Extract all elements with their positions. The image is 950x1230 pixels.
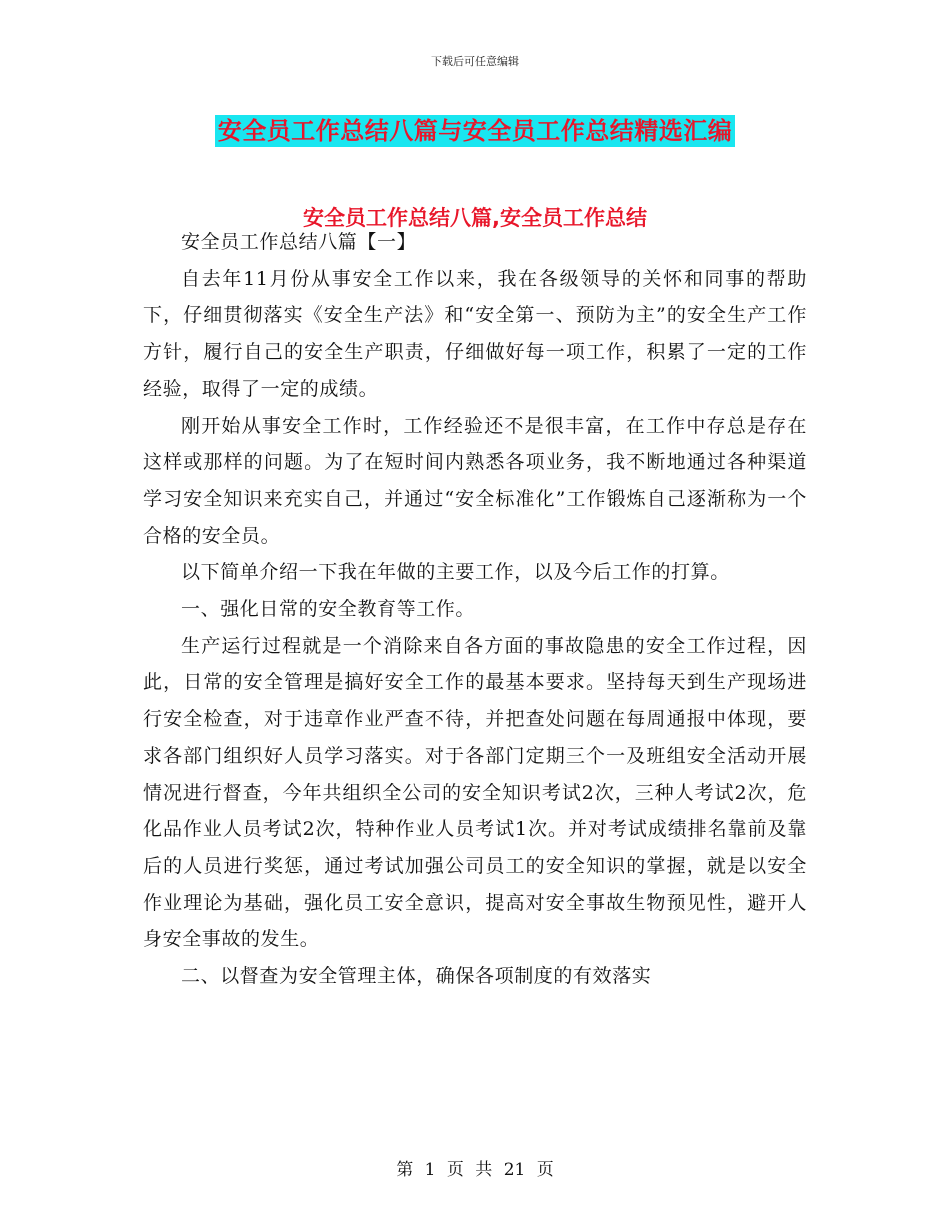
page-footer: 第 1 页 共 21 页: [396, 1160, 554, 1180]
document-title-text: 安全员工作总结八篇与安全员工作总结精选汇编: [215, 115, 736, 147]
paragraph: 以下简单介绍一下我在年做的主要工作，以及今后工作的打算。: [181, 561, 730, 584]
paragraph: 二、以督查为安全管理主体，确保各项制度的有效落实: [181, 965, 652, 988]
paragraph: 自去年11月份从事安全工作以来，我在各级领导的关怀和同事的帮助下，仔细贯彻落实《安全生产法》和“安全第一、预防为主”的安全生产工作方针，履行自己的安全生产职责，仔细做好每一项工作，积累了一定的工作经验，取得了一定的成绩。: [143, 267, 807, 400]
document-body: [143, 224, 807, 995]
section-title: 安全员工作总结八篇,安全员工作总结: [303, 206, 647, 230]
paragraph: 生产运行过程就是一个消除来自各方面的事故隐患的安全工作过程，因此，日常的安全管理是搞好安全工作的最基本要求。坚持每天到生产现场进行安全检查，对于违章作业严查不待，并把查处问题在每周通报中体现，要求各部门组织好人员学习落实。对于各部门定期三个一及班组安全活动开展情况进行督查，今年共组织全公司的安全知识考试2次，三种人考试2次，危化品作业人员考试2次，特种作业人员考试1次。并对考试成绩排名靠前及靠后的人员进行奖惩，通过考试加强公司员工的安全知识的掌握，就是以安全作业理论为基础，强化员工安全意识，提高对安全事故生物预见性，避开人身安全事故的发生。: [143, 634, 807, 951]
paragraph: 一、强化日常的安全教育等工作。: [181, 598, 476, 621]
paragraph-heading: 安全员工作总结八篇【一】: [181, 231, 417, 253]
document-title: [0, 111, 950, 146]
header-note: 下载后可任意编辑: [431, 55, 519, 68]
paragraph: 刚开始从事安全工作时，工作经验还不是很丰富，在工作中存总是存在这样或那样的问题。为了在短时间内熟悉各项业务，我不断地通过各种渠道学习安全知识来充实自己，并通过“安全标准化”工作锻炼自己逐渐称为一个合格的安全员。: [143, 414, 807, 547]
